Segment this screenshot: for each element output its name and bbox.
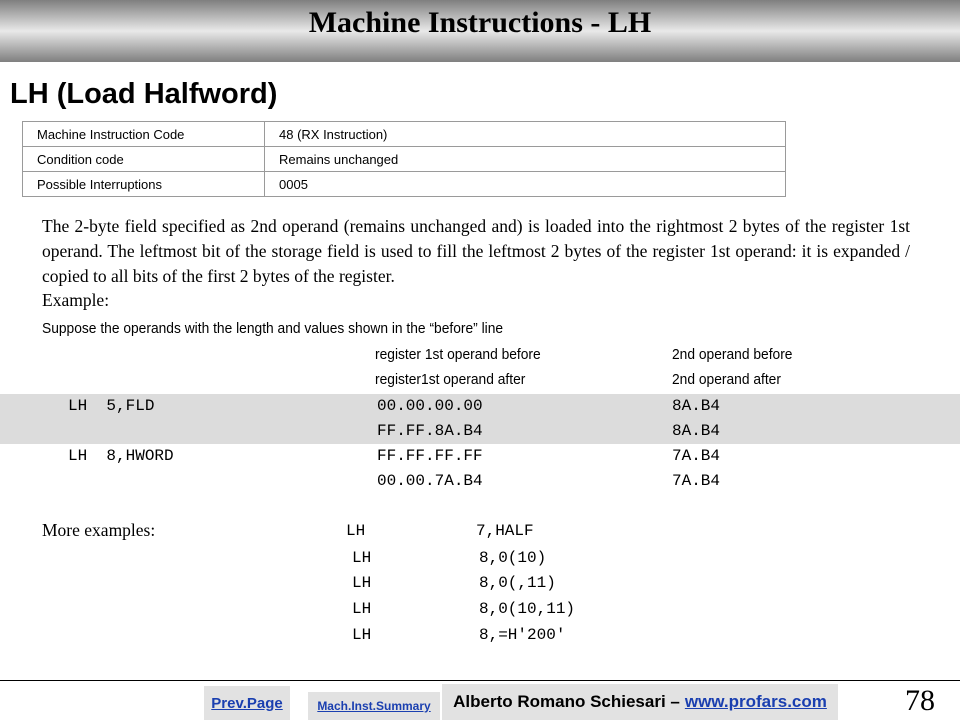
- header-reg-after: register1st operand after: [375, 371, 526, 388]
- more-example-op: LH: [352, 549, 372, 567]
- table-cell-label: Machine Instruction Code: [23, 122, 265, 147]
- example-op2-after: 7A.B4: [672, 472, 721, 490]
- example-reg-before: FF.FF.FF.FF: [377, 447, 483, 465]
- instruction-info-table: [22, 121, 786, 197]
- page-number: 78: [905, 684, 935, 717]
- table-cell-value: 0005: [265, 172, 786, 197]
- table-row: [23, 147, 786, 172]
- description-paragraph: The 2-byte field specified as 2nd operand (remains unchanged and) is loaded into the rightmost 2 bytes of the register 1st operand. The leftmost bit of the storage field is used to fill the leftmost 2 bytes of the register 1st operand: it is expanded / copied to all bits of the first 2 bytes of the register.: [42, 216, 910, 286]
- example-instruction: LH 5,FLD: [68, 397, 155, 415]
- table-row: [23, 172, 786, 197]
- more-example-args: 8,=H'200': [479, 626, 566, 644]
- header-op2-before: 2nd operand before: [672, 346, 793, 363]
- table-cell-label: Condition code: [23, 147, 265, 172]
- example-op2-before: 8A.B4: [672, 397, 721, 415]
- page-subtitle: LH (Load Halfword): [10, 78, 278, 110]
- more-example-args: 8,0(10,11): [479, 600, 576, 618]
- more-example-op: LH: [346, 522, 366, 540]
- table-cell-value: 48 (RX Instruction): [265, 122, 786, 147]
- more-example-args: 7,HALF: [476, 522, 534, 540]
- prev-page-button[interactable]: Prev.Page: [204, 686, 290, 720]
- more-example-args: 8,0(,11): [479, 574, 556, 592]
- title-bar: [0, 0, 960, 62]
- more-example-op: LH: [352, 600, 372, 618]
- table-cell-value: Remains unchanged: [265, 147, 786, 172]
- more-example-op: LH: [352, 574, 372, 592]
- footer-divider: [0, 680, 960, 681]
- more-examples-label: More examples:: [42, 520, 156, 540]
- example-reg-before: 00.00.00.00: [377, 397, 483, 415]
- slide-title: Machine Instructions - LH: [308, 6, 652, 39]
- example-reg-after: FF.FF.8A.B4: [377, 422, 483, 440]
- table-row: [23, 122, 786, 147]
- more-example-op: LH: [352, 626, 372, 644]
- example-reg-after: 00.00.7A.B4: [377, 472, 483, 490]
- example-label: Example:: [42, 290, 110, 310]
- author-name: Alberto Romano Schiesari –: [453, 692, 680, 711]
- more-example-args: 8,0(10): [479, 549, 547, 567]
- table-cell-label: Possible Interruptions: [23, 172, 265, 197]
- suppose-text: Suppose the operands with the length and values shown in the “before” line: [42, 320, 504, 337]
- header-reg-before: register 1st operand before: [375, 346, 541, 363]
- summary-button[interactable]: Mach.Inst.Summary: [308, 692, 440, 720]
- website-link[interactable]: www.profars.com: [684, 692, 827, 711]
- example-instruction: LH 8,HWORD: [68, 447, 174, 465]
- example-op2-before: 7A.B4: [672, 447, 721, 465]
- author-box: [442, 684, 838, 720]
- example-op2-after: 8A.B4: [672, 422, 721, 440]
- header-op2-after: 2nd operand after: [672, 371, 781, 388]
